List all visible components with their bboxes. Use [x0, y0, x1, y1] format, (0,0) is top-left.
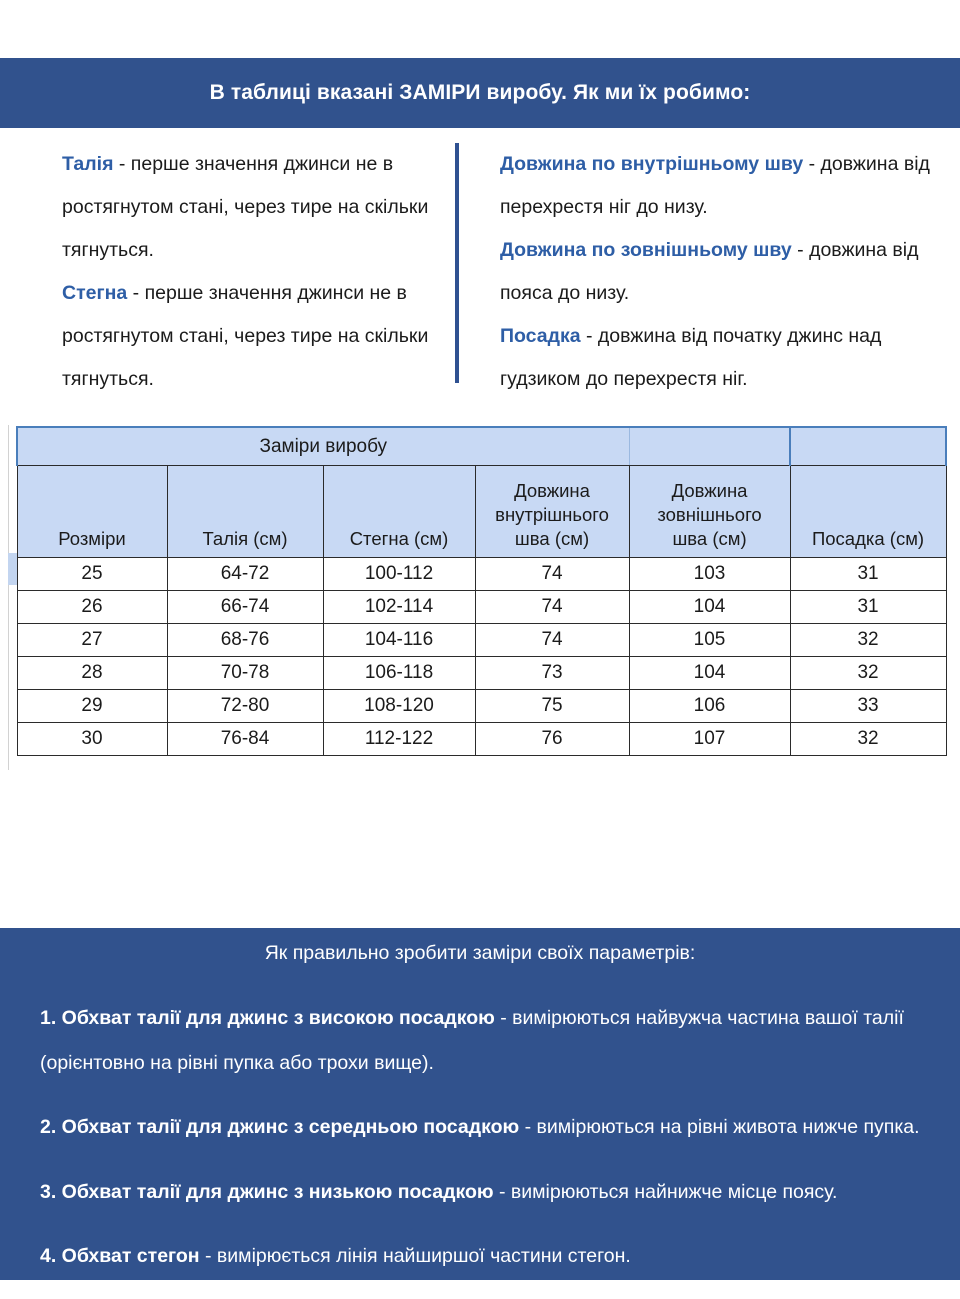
table-header-waist — [167, 466, 323, 558]
cell-inseam: 73 — [475, 657, 629, 690]
definition-waist — [62, 143, 442, 272]
cell-size: 30 — [17, 723, 167, 756]
table-row — [17, 558, 946, 591]
definitions-column-divider — [455, 143, 459, 383]
table-merged-header-blank-2 — [790, 427, 946, 466]
bottom-panel-title: Як правильно зробити заміри своїх параметрів: — [264, 942, 696, 964]
bottom-instructions-list — [40, 976, 928, 1299]
header-line: Розміри — [58, 528, 126, 549]
cell-size: 25 — [17, 558, 167, 591]
header-line: шва (см) — [514, 528, 590, 549]
cell-waist: 68-76 — [167, 624, 323, 657]
spreadsheet-gutter-line — [8, 425, 9, 770]
table-merged-header: Заміри виробу — [17, 427, 629, 466]
cell-rise: 32 — [790, 723, 946, 756]
definition-rise-text: - довжина від початку джинс над гудзиком до перехрестя ніг. — [500, 325, 882, 390]
cell-waist: 72-80 — [167, 690, 323, 723]
cell-size: 26 — [17, 591, 167, 624]
cell-hips: 102-114 — [323, 591, 475, 624]
definitions-right-column — [500, 143, 932, 401]
cell-outseam: 104 — [629, 657, 790, 690]
table-row — [17, 591, 946, 624]
header-line: внутрішнього — [495, 504, 609, 525]
cell-size: 28 — [17, 657, 167, 690]
definition-hips — [62, 272, 442, 401]
definition-inseam — [500, 143, 932, 229]
definition-inseam-term: Довжина по внутрішньому шву — [500, 153, 804, 175]
cell-rise: 32 — [790, 657, 946, 690]
header-line: Довжина — [671, 480, 748, 501]
definitions-left-column — [62, 143, 442, 401]
definition-waist-text: - перше значення джинси не в ростягнутом стані, через тире на скільки тягнуться. — [62, 153, 429, 261]
table-row — [17, 690, 946, 723]
definitions-section — [0, 143, 960, 388]
instruction-item-3-label: 3. Обхват талії для джинс з низькою посадкою — [40, 1180, 494, 1203]
cell-waist: 64-72 — [167, 558, 323, 591]
header-line: Стегна (см) — [349, 528, 449, 549]
header-line: зовнішнього — [657, 504, 762, 525]
table-header-hips — [323, 466, 475, 558]
header-line: Талія (см) — [202, 528, 288, 549]
cell-inseam: 74 — [475, 624, 629, 657]
table-header-outseam — [629, 466, 790, 558]
cell-outseam: 107 — [629, 723, 790, 756]
table-merged-header-blank-1 — [629, 427, 790, 466]
definition-hips-term: Стегна — [62, 282, 128, 304]
header-line: Посадка (см) — [811, 528, 925, 549]
definition-outseam — [500, 229, 932, 315]
table-header-inseam — [475, 466, 629, 558]
cell-waist: 70-78 — [167, 657, 323, 690]
top-banner-title: В таблиці вказані ЗАМІРИ виробу. Як ми їх робимо: — [209, 81, 751, 104]
table-merged-header-row — [17, 427, 946, 466]
instruction-item-2 — [40, 1105, 928, 1150]
cell-size: 29 — [17, 690, 167, 723]
instruction-item-2-text: - вимірюються на рівні живота нижче пупка. — [519, 1116, 920, 1138]
instruction-item-2-label: 2. Обхват талії для джинс з середньою посадкою — [40, 1116, 520, 1138]
cell-hips: 104-116 — [323, 624, 475, 657]
cell-outseam: 106 — [629, 690, 790, 723]
cell-outseam: 104 — [629, 591, 790, 624]
cell-inseam: 74 — [475, 591, 629, 624]
cell-size: 27 — [17, 624, 167, 657]
cell-inseam: 74 — [475, 558, 629, 591]
table-row — [17, 723, 946, 756]
table-row — [17, 657, 946, 690]
definition-rise — [500, 315, 932, 401]
cell-inseam: 76 — [475, 723, 629, 756]
definition-hips-text: - перше значення джинси не в ростягнутом стані, через тире на скільки тягнуться. — [62, 282, 429, 390]
cell-rise: 32 — [790, 624, 946, 657]
cell-rise: 31 — [790, 591, 946, 624]
instruction-item-4-text: - вимірюється лінія найширшої частини стегон. — [199, 1245, 631, 1267]
table-row — [17, 624, 946, 657]
cell-rise: 31 — [790, 558, 946, 591]
cell-hips: 108-120 — [323, 690, 475, 723]
cell-inseam: 75 — [475, 690, 629, 723]
instruction-item-3 — [40, 1170, 928, 1215]
cell-hips: 112-122 — [323, 723, 475, 756]
header-line: Довжина — [514, 480, 590, 501]
cell-rise: 33 — [790, 690, 946, 723]
definition-outseam-term: Довжина по зовнішньому шву — [500, 239, 792, 261]
definition-outseam-text: - довжина від пояса до низу. — [500, 239, 919, 304]
instruction-item-4 — [40, 1234, 928, 1279]
instruction-item-4-label: 4. Обхват стегон — [40, 1245, 200, 1267]
instruction-item-1-label: 1. Обхват талії для джинс з високою посадкою — [40, 1006, 495, 1029]
instruction-item-1 — [40, 996, 928, 1086]
table-header-sizes — [17, 466, 167, 558]
cell-waist: 66-74 — [167, 591, 323, 624]
cell-hips: 106-118 — [323, 657, 475, 690]
table-body — [17, 558, 946, 756]
instruction-item-1-text: - вимірюються найвужча частина вашої талії (орієнтовно на рівні пупка або трохи вище). — [40, 1006, 904, 1074]
table-header-rise — [790, 466, 946, 558]
instruction-item-3-text: - вимірюються найнижче місце поясу. — [493, 1180, 838, 1203]
bottom-instructions-panel — [0, 928, 960, 1280]
cell-outseam: 103 — [629, 558, 790, 591]
cell-waist: 76-84 — [167, 723, 323, 756]
definition-waist-term: Талія — [62, 153, 114, 175]
cell-outseam: 105 — [629, 624, 790, 657]
header-line: шва (см) — [672, 528, 747, 549]
measurements-table — [16, 426, 947, 756]
cell-hips: 100-112 — [323, 558, 475, 591]
definition-rise-term: Посадка — [500, 325, 581, 347]
definition-inseam-text: - довжина від перехрестя ніг до низу. — [500, 153, 930, 218]
measurements-table-section — [0, 420, 960, 770]
top-banner — [0, 58, 960, 128]
table-header-row — [17, 466, 946, 558]
